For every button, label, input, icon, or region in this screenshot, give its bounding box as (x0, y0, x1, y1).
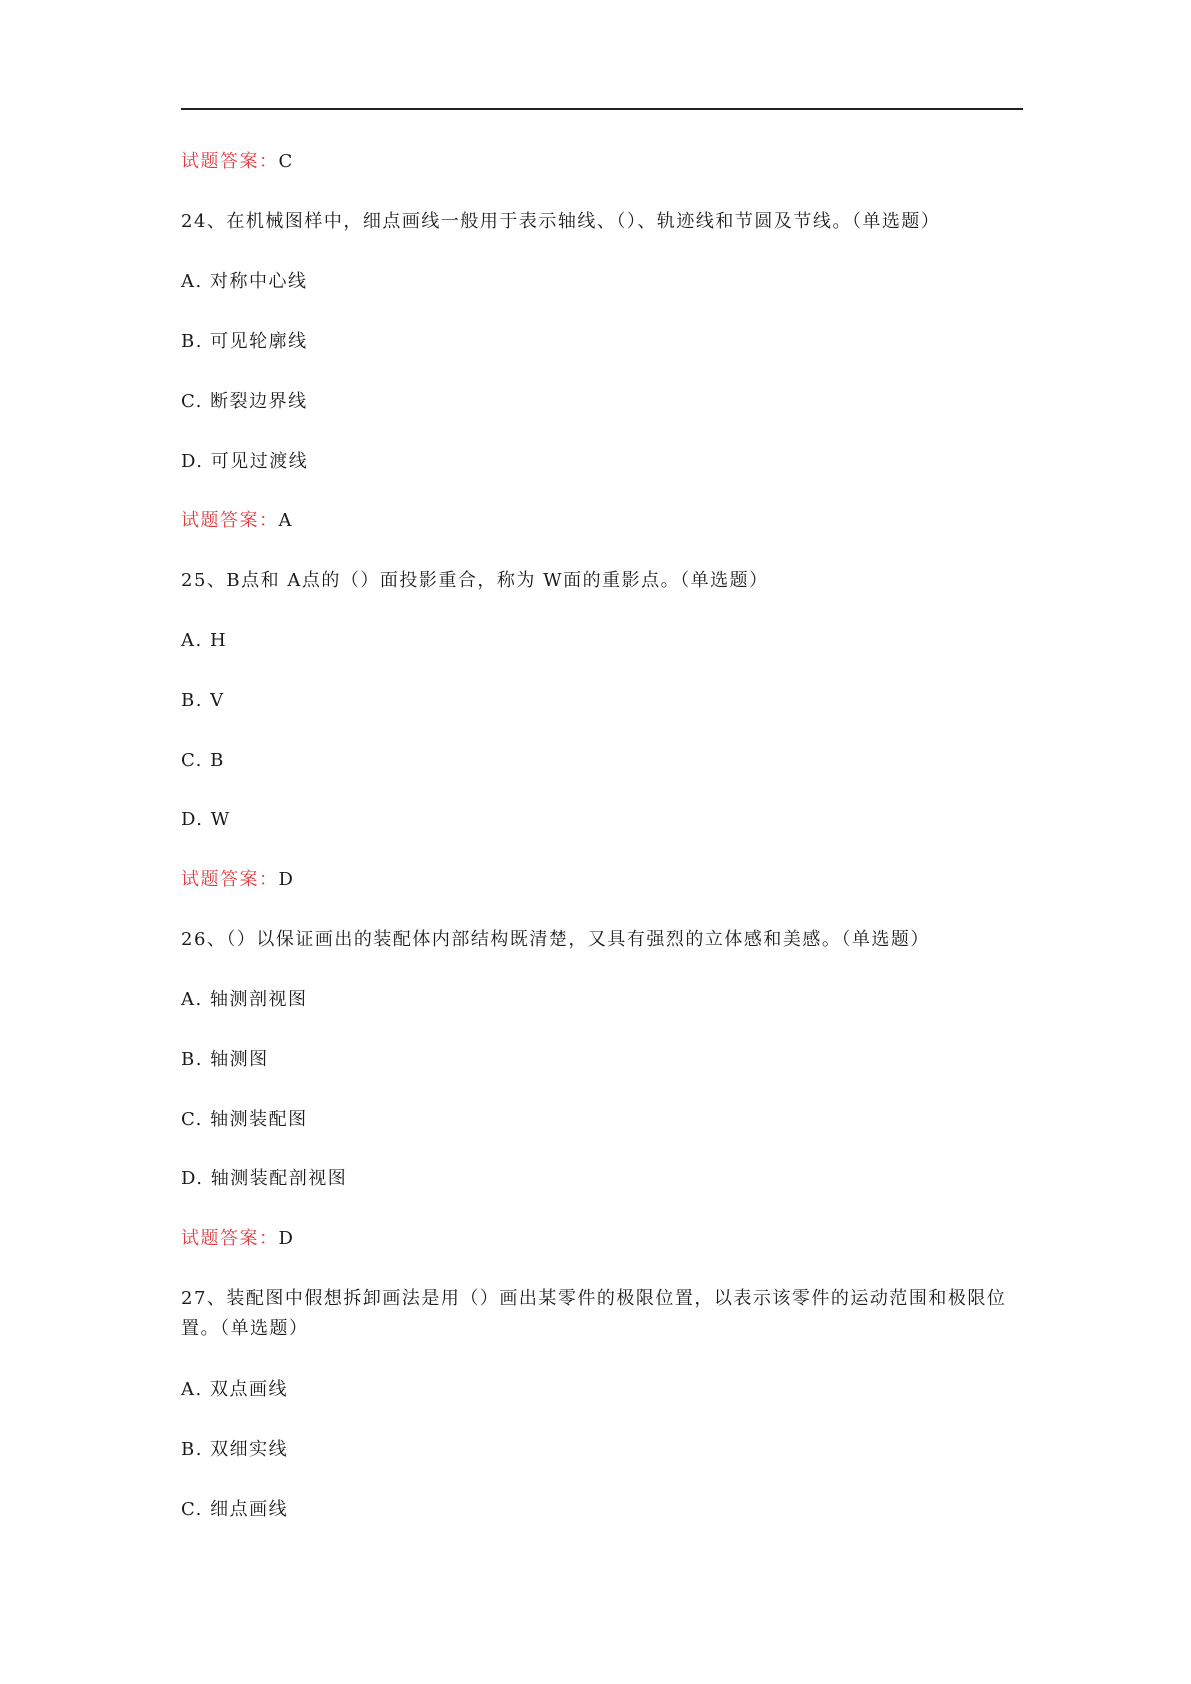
option-item: A. H (181, 630, 228, 651)
answer-value: C (278, 151, 294, 172)
answer-line (181, 865, 294, 895)
answer-label: 试题答案： (181, 151, 279, 172)
option-item: C. 轴测装配图 (181, 1109, 308, 1130)
option-item: B. 可见轮廓线 (181, 331, 308, 352)
option-item: A. 轴测剖视图 (181, 989, 308, 1010)
option-item: B. 双细实线 (181, 1439, 289, 1460)
option-item: A. 对称中心线 (181, 271, 308, 292)
answer-line (181, 1224, 294, 1254)
option-item: B. 轴测图 (181, 1049, 269, 1070)
option-item: A. 双点画线 (181, 1379, 288, 1400)
option-item: C. 细点画线 (181, 1499, 289, 1520)
answer-label: 试题答案： (181, 510, 279, 531)
answer-line (181, 506, 293, 536)
option-item: C. B (181, 750, 225, 771)
option-item: D. W (181, 809, 231, 830)
option-item: B. V (181, 690, 225, 711)
option-item: D. 轴测装配剖视图 (181, 1168, 348, 1189)
answer-label: 试题答案： (181, 1228, 279, 1249)
answer-label: 试题答案： (181, 869, 279, 890)
header-rule (181, 108, 1023, 110)
answer-value: D (278, 869, 295, 890)
option-item: C. 断裂边界线 (181, 391, 308, 412)
answer-value: D (278, 1228, 295, 1249)
question-text: 26、（）以保证画出的装配体内部结构既清楚，又具有强烈的立体感和美感。（单选题） (181, 929, 930, 950)
answer-value: A (278, 510, 293, 531)
question-text: 25、B点和 A点的（）面投影重合，称为 W面的重影点。（单选题） (181, 570, 769, 591)
answer-line (181, 147, 294, 177)
question-text: 27、装配图中假想拆卸画法是用（）画出某零件的极限位置，以表示该零件的运动范围和极限位置。（单选题） (181, 1288, 1007, 1339)
option-item: D. 可见过渡线 (181, 451, 309, 472)
question-text: 24、在机械图样中，细点画线一般用于表示轴线、（）、轨迹线和节圆及节线。（单选题） (181, 211, 941, 232)
